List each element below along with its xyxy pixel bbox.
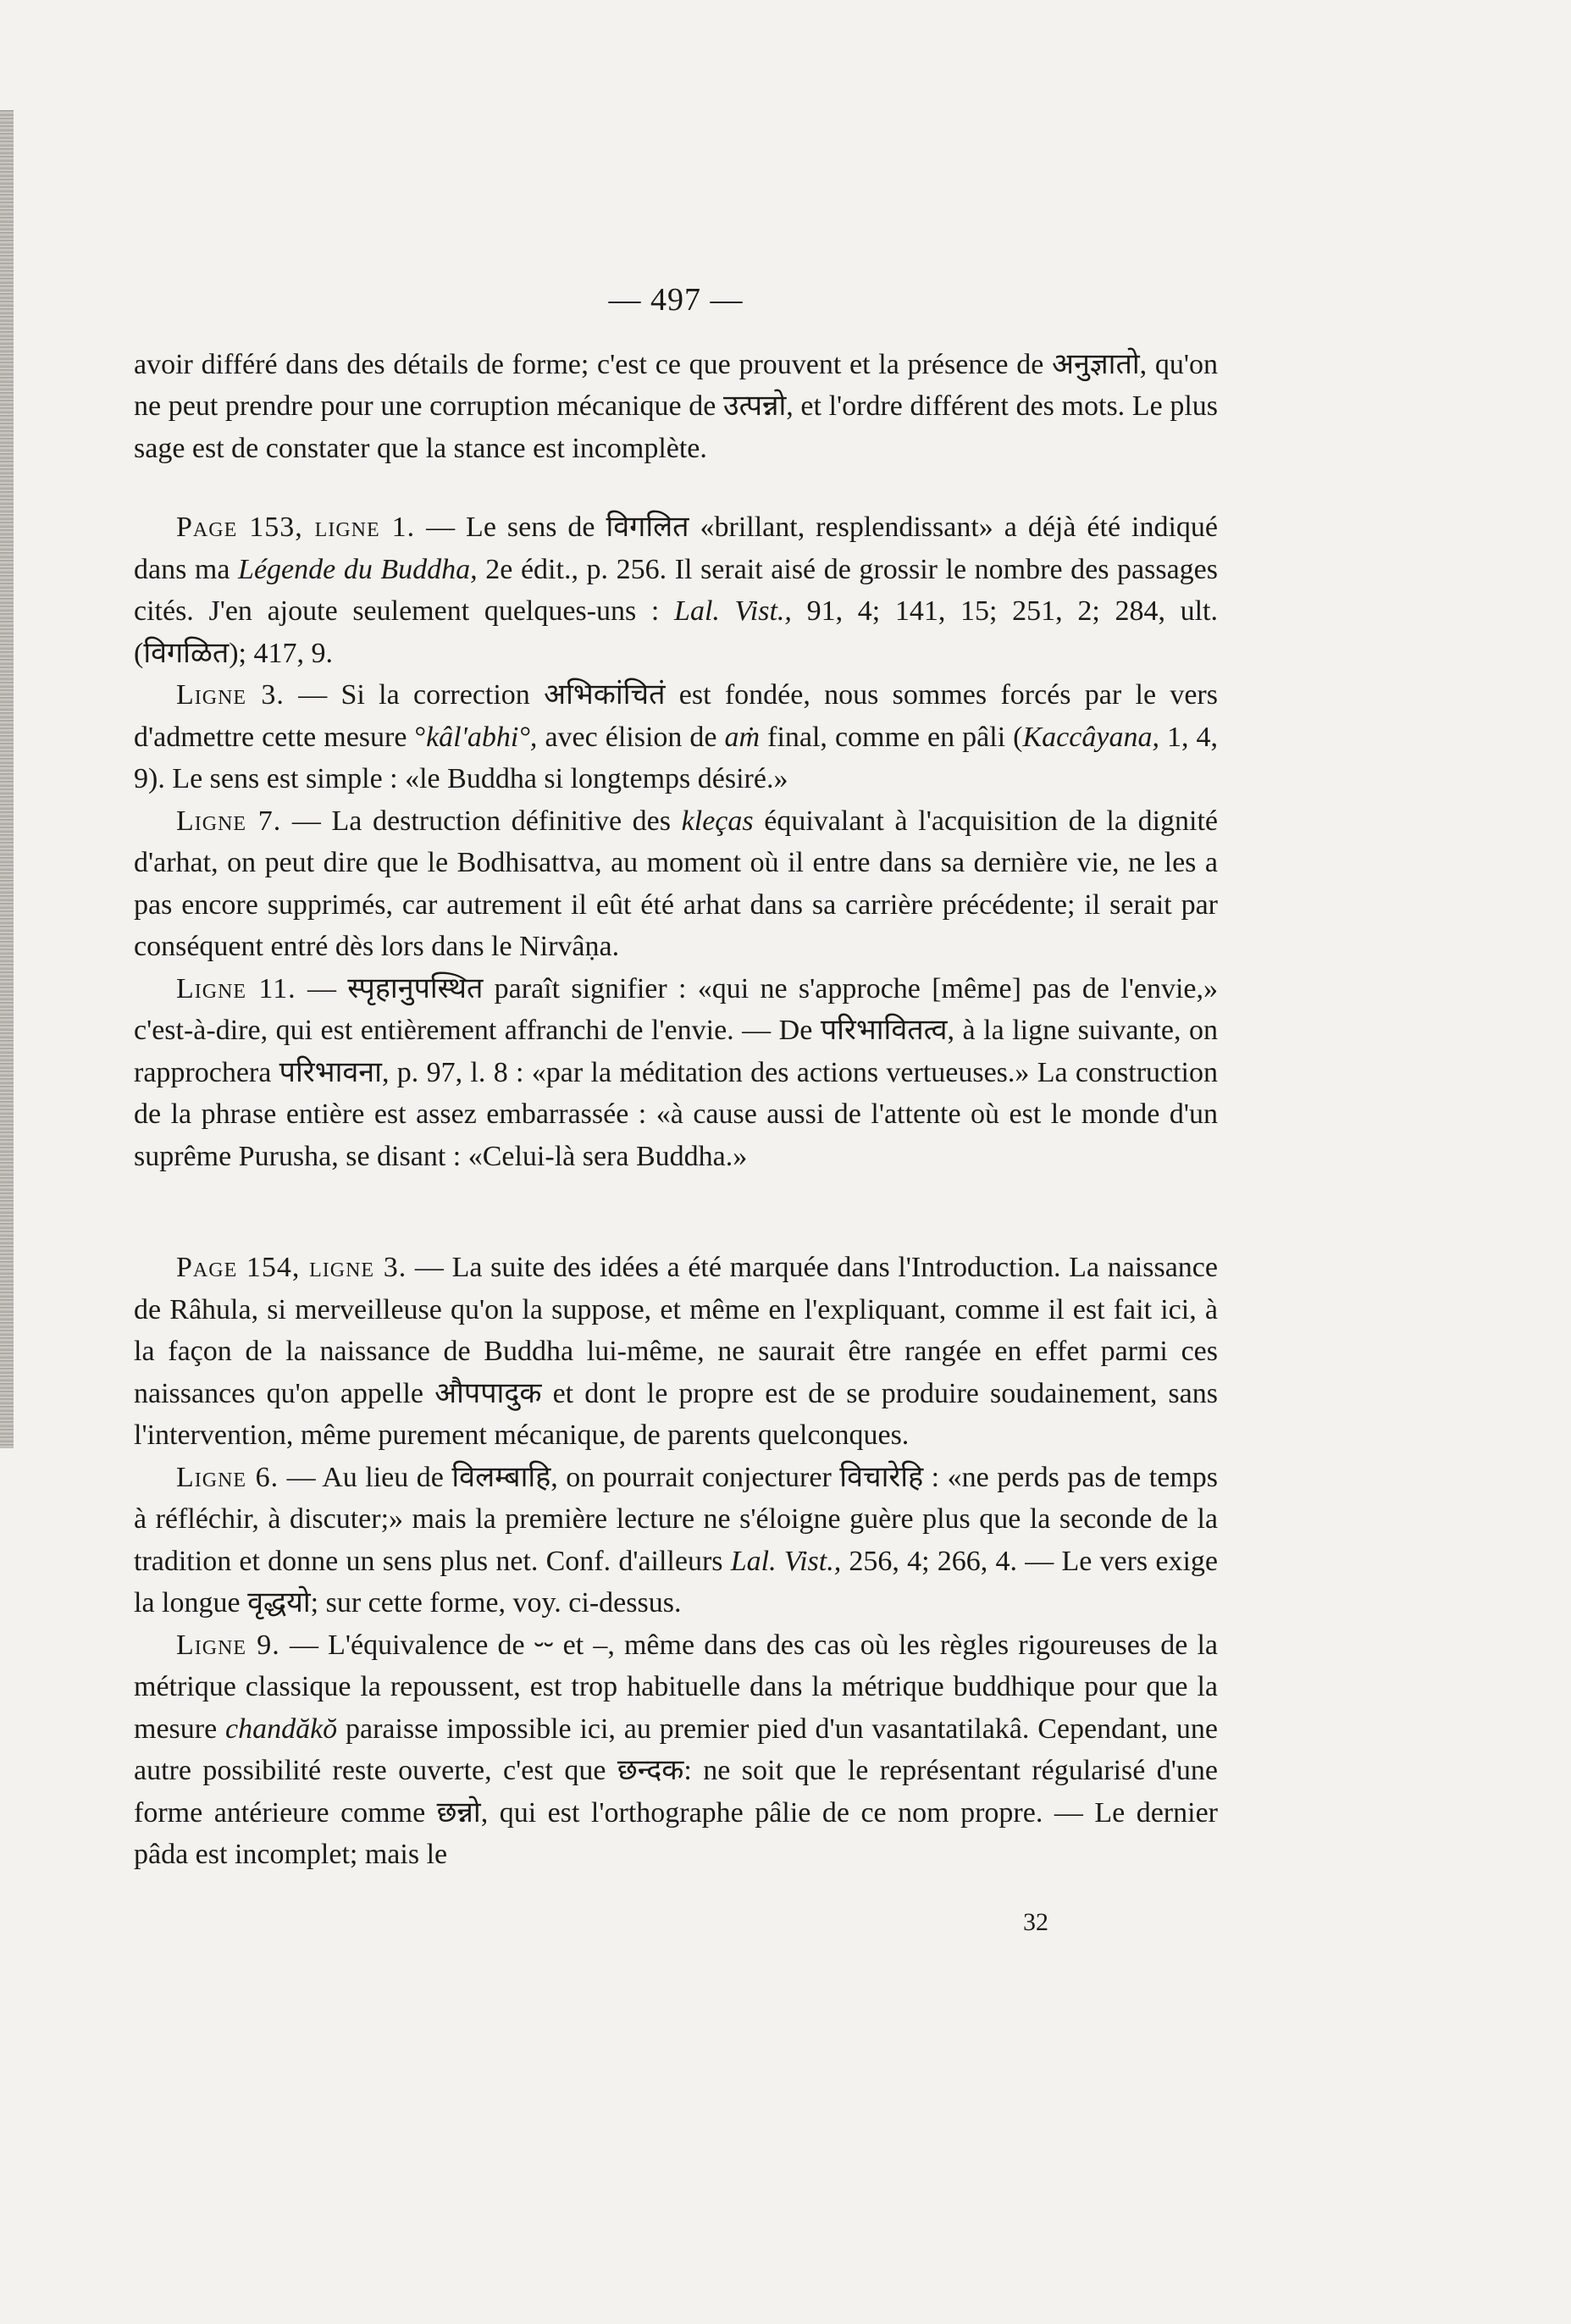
note-lead: Ligne 3. <box>176 679 285 711</box>
note-ligne-7: Ligne 7. — La destruction définitive des kleças équivalant à l'acquisition de la dignité d'arhat, on peut dire que le Bodhisattva, au moment où il entre dans sa dernière vie, ne les a pas encore supprimés, car autrement il eût été arhat dans sa carrière précédente; il serait par conséquent entré dès lors dans le Nirvâṇa. <box>134 805 1219 962</box>
note-ligne-3: Ligne 3. — Si la correction अभिकांचितं est fondée, nous sommes forcés par le vers d'admettre cette mesure °kâl'abhi°, avec élision de aṁ final, comme en pâli (Kaccâyana, 1, 4, 9). Le sens est simple : «le Buddha si longtemps désiré.» <box>134 679 1218 794</box>
note-lead: Ligne 7. <box>176 805 282 837</box>
note-lead: Page 154, ligne 3. <box>176 1252 407 1283</box>
book-binding-edge <box>0 110 14 1448</box>
note-ligne-6: Ligne 6. — Au lieu de विलम्बाहि, on pourrait conjecturer विचारेहि : «ne perds pas de temps à réfléchir, à discuter;» mais la première lecture ne s'éloigne guère plus que la seconde de la tradition et donne un sens plus net. Conf. d'ailleurs Lal. Vist., 256, 4; 266, 4. — Le vers exige la longue वृद्धयो; sur cette forme, voy. ci-dessus. <box>134 1461 1219 1618</box>
note-page-154-ligne-3: Page 154, ligne 3. — La suite des idées a été marquée dans l'Introduction. La naissance de Râhula, si merveilleuse qu'on la suppose, et même en l'expliquant, comme il est fait ici, à la façon de la naissance de Buddha lui-même, ne saurait être rangée en effet parmi ces naissances qu'on appelle औपपादुक et dont le propre est de se produire soudainement, sans l'intervention, même purement mécanique, de parents quelconques. <box>134 1252 1218 1451</box>
paragraph-continuation: avoir différé dans des détails de forme; c'est ce que prouvent et la présence de अनुज्ञातो, qu'on ne peut prendre pour une corruption mécanique de उत्पन्नो, et l'ordre différent des mots. Le plus sage est de constater que la stance est incomplète. <box>134 348 1218 464</box>
note-lead: Ligne 6. <box>176 1461 279 1493</box>
document-page <box>134 279 1218 1943</box>
note-ligne-11: Ligne 11. — स्पृहानुपस्थित paraît signifier : «qui ne s'approche [même] pas de l'envie,» c'est-à-dire, qui est entièrement affranchi de l'envie. — De परिभावितत्व, à la ligne suivante, on rapprochera परिभावना, p. 97, l. 8 : «par la méditation des actions vertueuses.» La construction de la phrase entière est assez embarrassée : «à cause aussi de l'attente où est le monde d'un suprême Purusha, se disant : «Celui-là sera Buddha.» <box>134 972 1219 1172</box>
note-lead: Ligne 11. <box>176 972 296 1004</box>
page-number: — 497 — <box>608 282 744 318</box>
signature-mark: 32 <box>1023 1907 1048 1936</box>
note-lead: Ligne 9. <box>176 1629 280 1661</box>
note-ligne-9: Ligne 9. — L'équivalence de ⏑⏑ et –, même dans des cas où les règles rigoureuses de la métrique classique la repoussent, est trop habituelle dans la métrique buddhique pour que la mesure chandăkŏ paraisse impossible ici, au premier pied d'un vasantatilakâ. Cependant, une autre possibilité reste ouverte, c'est que छन्दक: ne soit que le représentant régularisé d'une forme antérieure comme छन्नो, qui est l'orthographe pâlie de ce nom propre. — Le dernier pâda est incomplet; mais le <box>134 1629 1218 1870</box>
note-lead: Page 153, ligne 1. <box>176 512 416 543</box>
note-page-153-ligne-1: Page 153, ligne 1. — Le sens de विगलित «brillant, resplendissant» a déjà été indiqué dans ma Légende du Buddha, 2e édit., p. 256. Il serait aisé de grossir le nombre des passages cités. J'en ajoute seulement quelques-uns : Lal. Vist., 91, 4; 141, 15; 251, 2; 284, ult. (विगळित); 417, 9. <box>134 512 1219 669</box>
